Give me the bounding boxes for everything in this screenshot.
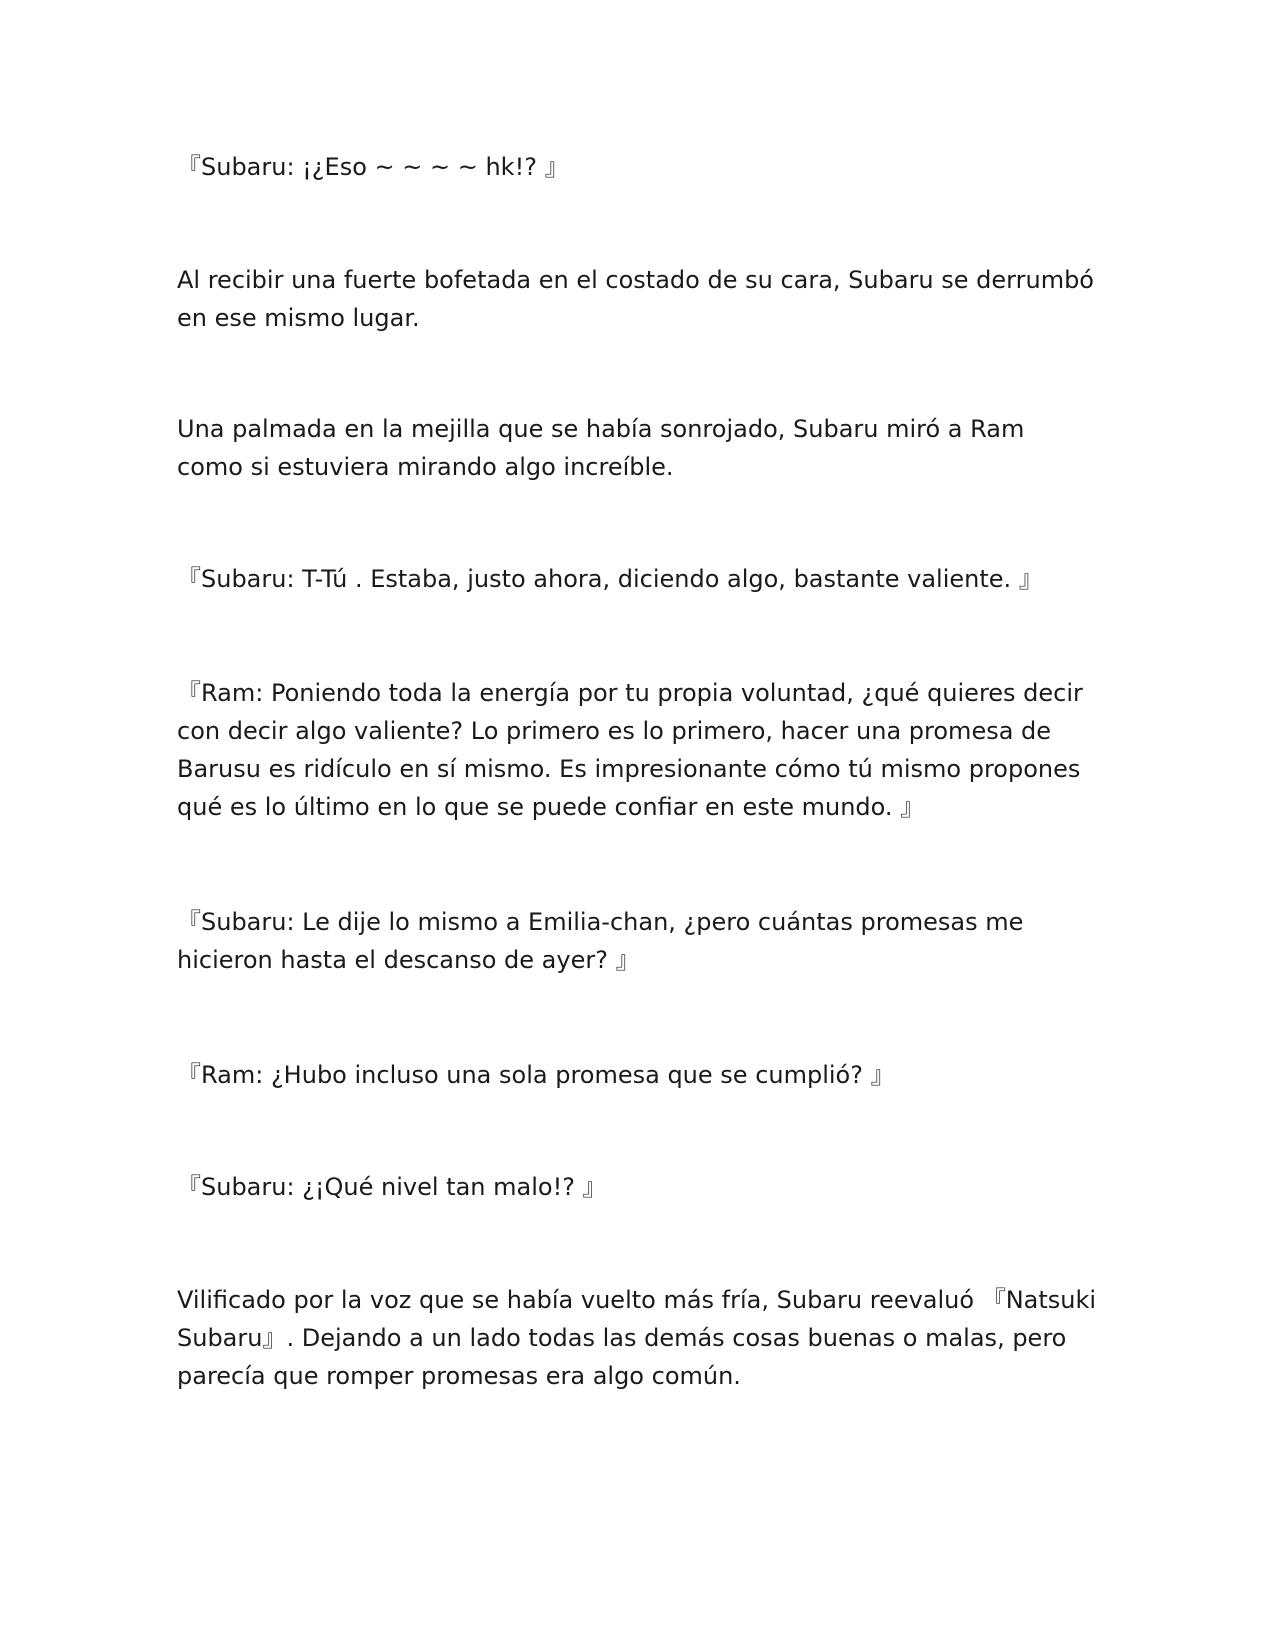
narration-paragraph-2: Una palmada en la mejilla que se había sonrojado, Subaru miró a Ram como si estuviera mirando algo increíble. — [177, 415, 1033, 481]
dialogue-subaru-1: 『Subaru: ¡¿Eso ~ ~ ~ ~ hk!? 』 — [177, 153, 569, 181]
narration-paragraph-3: Vilificado por la voz que se había vuelto más fría, Subaru reevaluó 『Natsuki Subaru』. Dejando a un lado todas las demás cosas buenas o malas, pero parecía que romper promesas era algo común. — [177, 1286, 1104, 1390]
dialogue-subaru-3: 『Subaru: Le dije lo mismo a Emilia-chan, ¿pero cuántas promesas me hicieron hasta el descanso de ayer? 』 — [177, 908, 1032, 974]
dialogue-ram-1: 『Ram: Poniendo toda la energía por tu propia voluntad, ¿qué quieres decir con decir algo valiente? Lo primero es lo primero, hacer una promesa de Barusu es ridículo en sí mismo. Es impresionante cómo tú mismo propones qué es lo último en lo que se puede confiar en este mundo. 』 — [177, 679, 1091, 821]
narration-paragraph-1: Al recibir una fuerte bofetada en el costado de su cara, Subaru se derrumbó en ese mismo lugar. — [177, 266, 1102, 332]
dialogue-subaru-2: 『Subaru: T-Tú . Estaba, justo ahora, diciendo algo, bastante valiente. 』 — [177, 565, 1043, 593]
dialogue-ram-2: 『Ram: ¿Hubo incluso una sola promesa que se cumplió? 』 — [177, 1061, 895, 1089]
dialogue-subaru-4: 『Subaru: ¿¡Qué nivel tan malo!? 』 — [177, 1173, 607, 1201]
